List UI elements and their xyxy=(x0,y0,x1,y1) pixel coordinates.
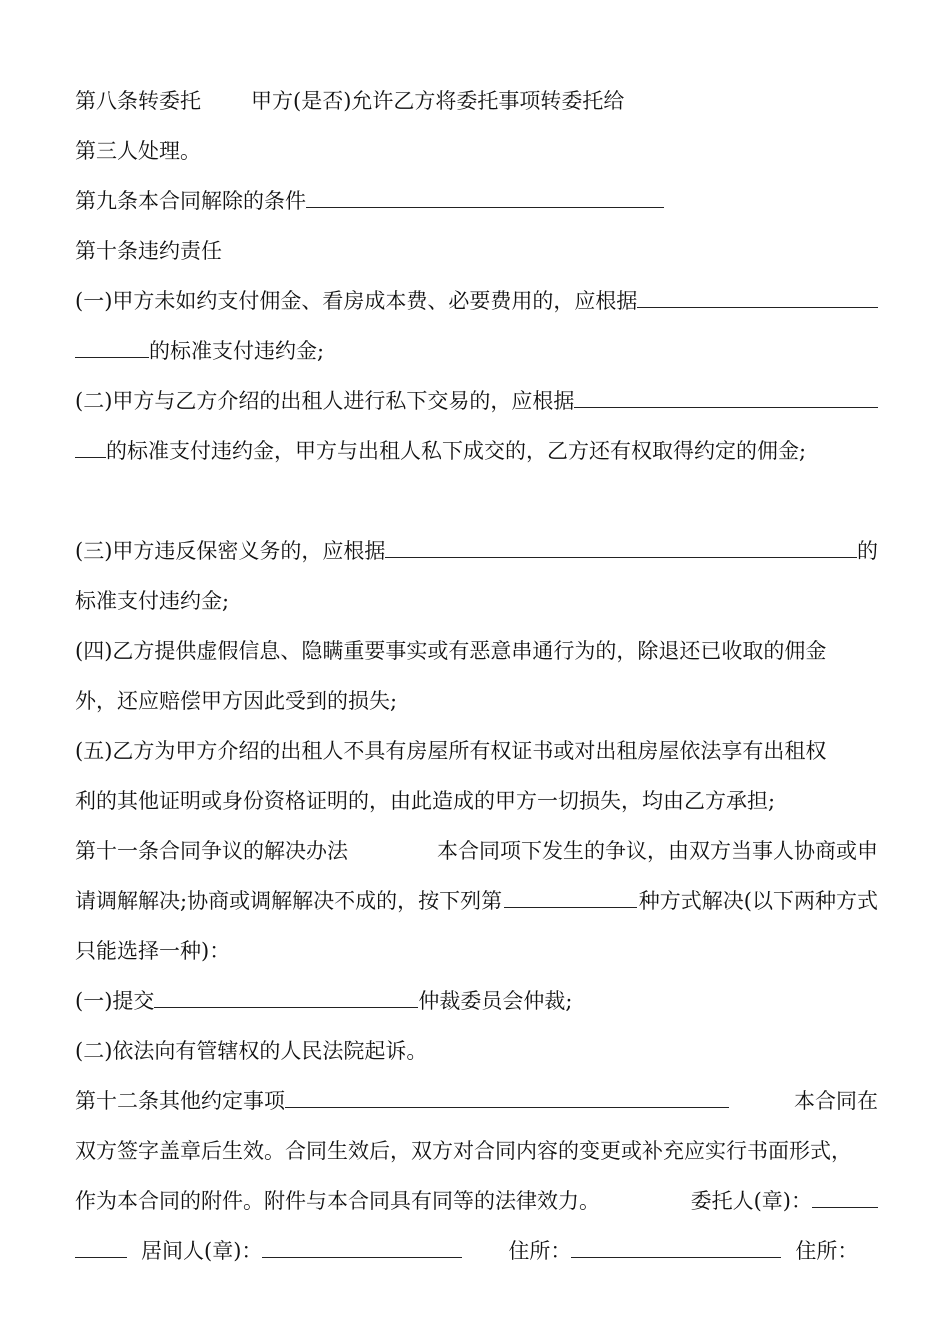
article11-method-blank[interactable] xyxy=(504,888,637,908)
article8-line xyxy=(75,88,878,114)
article10-item5-line xyxy=(75,738,878,764)
article10-item4-line xyxy=(75,638,878,664)
article8-text: 甲方(是否)允许乙方将委托事项转委托给 xyxy=(251,89,625,113)
article10-item4-cont: 外，还应赔偿甲方因此受到的损失; xyxy=(75,689,398,713)
article11-opt1b: 仲裁委员会仲裁; xyxy=(418,989,573,1013)
principal-blank2[interactable] xyxy=(75,1238,127,1258)
intermediary-blank[interactable] xyxy=(262,1238,462,1258)
article9-title: 第九条本合同解除的条件 xyxy=(75,189,306,213)
article11-line3: 只能选择一种)： xyxy=(75,939,231,963)
article11-text: 本合同项下发生的争议，由双方当事人协商或申 xyxy=(437,839,878,863)
article10-item2-cont-line xyxy=(75,438,878,464)
signature-line xyxy=(75,1238,878,1264)
address2-label: 住所： xyxy=(795,1239,859,1263)
article9-line xyxy=(75,188,878,214)
article10-item3-cont: 标准支付违约金; xyxy=(75,589,230,613)
article10-item3-blank[interactable] xyxy=(385,538,857,558)
article10-title: 第十条违约责任 xyxy=(75,239,222,263)
principal-label: 委托人(章)： xyxy=(690,1189,812,1213)
article11-opt2: (二)依法向有管辖权的人民法院起诉。 xyxy=(75,1039,428,1063)
article10-item2-cont: 的标准支付违约金，甲方与出租人私下成交的，乙方还有权取得约定的佣金; xyxy=(106,439,807,463)
address1-blank[interactable] xyxy=(571,1238,781,1258)
article10-item2-line xyxy=(75,388,878,414)
article10-item1-blank2[interactable] xyxy=(75,338,149,358)
article11-line2 xyxy=(75,888,878,914)
address1-label: 住所： xyxy=(508,1239,572,1263)
intermediary-label: 居间人(章)： xyxy=(141,1239,263,1263)
article10-item2-blank[interactable] xyxy=(574,388,878,408)
article12-line1 xyxy=(75,1088,878,1114)
article12-tail: 本合同在 xyxy=(794,1089,878,1113)
article10-item5-cont: 利的其他证明或身份资格证明的，由此造成的甲方一切损失，均由乙方承担; xyxy=(75,789,776,813)
article11-opt1a: (一)提交 xyxy=(75,989,155,1013)
article8-title: 第八条转委托 xyxy=(75,89,201,113)
article10-item1-cont: 的标准支付违约金; xyxy=(149,339,325,363)
article11-line2a: 请调解解决;协商或调解解决不成的，按下列第 xyxy=(75,889,503,913)
article12-line2: 双方签字盖章后生效。合同生效后，双方对合同内容的变更或补充应实行书面形式， xyxy=(75,1139,852,1163)
article10-item1-line xyxy=(75,288,878,314)
article8-cont: 第三人处理。 xyxy=(75,139,201,163)
article12-line3 xyxy=(75,1188,878,1214)
arbitration-blank[interactable] xyxy=(154,988,418,1008)
article10-item5-text: (五)乙方为甲方介绍的出租人不具有房屋所有权证书或对出租房屋依法享有出租权 xyxy=(75,739,827,763)
article10-item4-text: (四)乙方提供虚假信息、隐瞒重要事实或有恶意串通行为的，除退还已收取的佣金 xyxy=(75,639,827,663)
article11-line2b: 种方式解决(以下两种方式 xyxy=(638,889,878,913)
principal-blank[interactable] xyxy=(812,1188,878,1208)
article11-opt1-line xyxy=(75,988,878,1014)
article11-title: 第十一条合同争议的解决办法 xyxy=(75,839,348,863)
article12-blank[interactable] xyxy=(285,1088,729,1108)
article10-item2-blank2[interactable] xyxy=(75,438,106,458)
article9-blank[interactable] xyxy=(306,188,664,208)
article10-item2-text: (二)甲方与乙方介绍的出租人进行私下交易的，应根据 xyxy=(75,389,575,413)
article10-item3-suffix: 的 xyxy=(857,539,878,563)
article12-title: 第十二条其他约定事项 xyxy=(75,1089,285,1113)
article10-item3-text: (三)甲方违反保密义务的，应根据 xyxy=(75,539,386,563)
article10-item1-cont-line xyxy=(75,338,878,364)
article11-line1 xyxy=(75,838,878,864)
article10-item3-line xyxy=(75,538,878,564)
article10-item1-text: (一)甲方未如约支付佣金、看房成本费、必要费用的，应根据 xyxy=(75,289,638,313)
article10-item1-blank[interactable] xyxy=(637,288,878,308)
article12-line3-text: 作为本合同的附件。附件与本合同具有同等的法律效力。 xyxy=(75,1189,600,1213)
